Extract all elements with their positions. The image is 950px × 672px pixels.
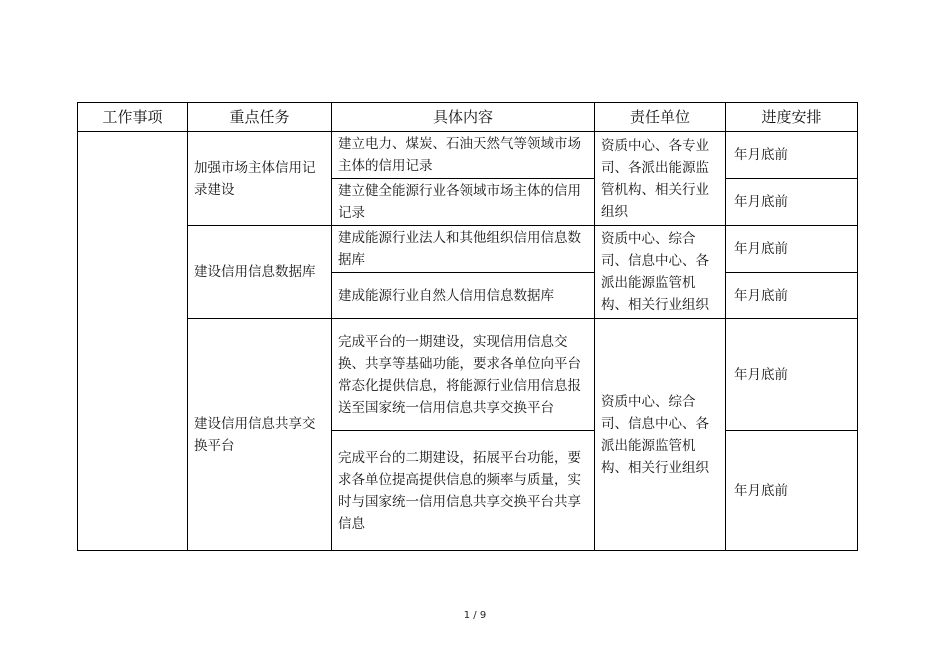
content-cell: 建成能源行业自然人信用信息数据库 [332, 273, 595, 319]
table-header-row [78, 103, 858, 132]
header-responsible-unit: 责任单位 [595, 103, 726, 132]
schedule-cell: 年月底前 [726, 132, 858, 179]
schedule-cell: 年月底前 [726, 431, 858, 551]
content-cell: 建立健全能源行业各领域市场主体的信用记录 [332, 179, 595, 226]
content-cell: 完成平台的一期建设，实现信用信息交换、共享等基础功能，要求各单位向平台常态化提供信息，将能源行业信用信息报送至国家统一信用信息共享交换平台 [332, 319, 595, 431]
schedule-cell: 年月底前 [726, 319, 858, 431]
unit-cell: 资质中心、综合司、信息中心、各派出能源监管机构、相关行业组织 [595, 319, 726, 551]
unit-cell: 资质中心、综合司、信息中心、各派出能源监管机构、相关行业组织 [595, 226, 726, 319]
content-cell: 建立电力、煤炭、石油天然气等领域市场主体的信用记录 [332, 132, 595, 179]
header-content: 具体内容 [332, 103, 595, 132]
content-cell: 完成平台的二期建设，拓展平台功能，要求各单位提高提供信息的频率与质量，实时与国家统一信用信息共享交换平台共享信息 [332, 431, 595, 551]
task-cell: 建设信用信息数据库 [188, 226, 332, 319]
task-cell: 加强市场主体信用记录建设 [188, 132, 332, 226]
header-key-task: 重点任务 [188, 103, 332, 132]
schedule-cell: 年月底前 [726, 226, 858, 273]
table-row [78, 319, 858, 431]
page-number: 1 / 9 [463, 610, 487, 621]
task-cell: 建设信用信息共享交换平台 [188, 319, 332, 551]
content-cell: 建成能源行业法人和其他组织信用信息数据库 [332, 226, 595, 273]
table-row [78, 132, 858, 179]
header-schedule: 进度安排 [726, 103, 858, 132]
work-plan-table [77, 102, 858, 551]
schedule-cell: 年月底前 [726, 273, 858, 319]
schedule-cell: 年月底前 [726, 179, 858, 226]
unit-cell: 资质中心、各专业司、各派出能源监管机构、相关行业组织 [595, 132, 726, 226]
work-item-cell [78, 132, 188, 551]
table-row [78, 226, 858, 273]
header-work-item: 工作事项 [78, 103, 188, 132]
